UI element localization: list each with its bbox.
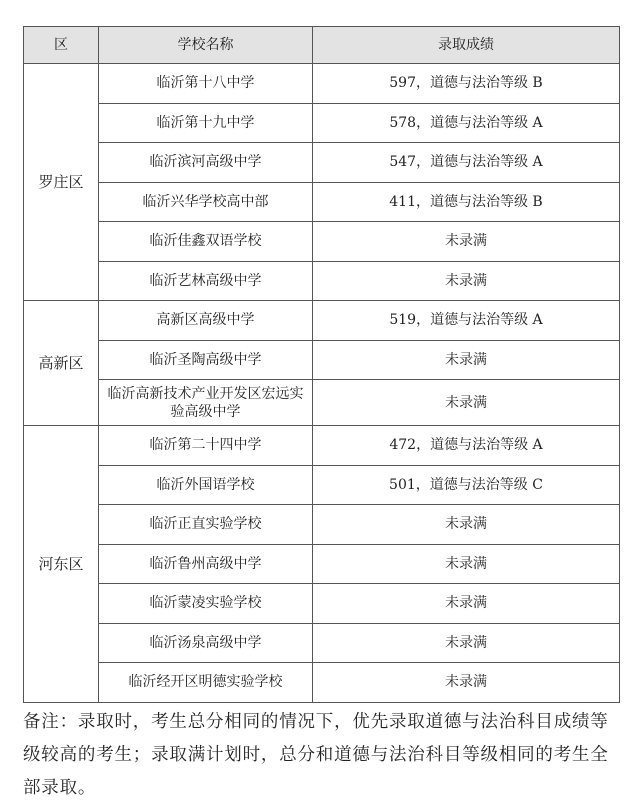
- school-name-cell: 临沂外国语学校: [99, 465, 313, 505]
- admission-score-table: [23, 26, 620, 703]
- admission-score-cell: 411，道德与法治等级 B: [313, 182, 620, 222]
- admission-score-cell: 未录满: [313, 340, 620, 380]
- admission-score-cell: 未录满: [313, 380, 620, 426]
- school-name-cell: 临沂汤泉高级中学: [99, 623, 313, 663]
- table-row: [24, 64, 620, 104]
- admission-score-cell: 578，道德与法治等级 A: [313, 103, 620, 143]
- admission-note: 备注：录取时，考生总分相同的情况下，优先录取道德与法治科目成绩等级较高的考生；录取满计划时，总分和道德与法治科目等级相同的考生全部录取。: [23, 712, 609, 798]
- school-name-cell: 临沂鲁州高级中学: [99, 544, 313, 584]
- school-name-cell: 临沂滨河高级中学: [99, 143, 313, 183]
- table-row: [24, 340, 620, 380]
- header-district: 区: [24, 27, 99, 64]
- school-name-cell: 临沂高新技术产业开发区宏远实验高级中学: [99, 380, 313, 426]
- table-row: [24, 544, 620, 584]
- school-name-cell: 临沂经开区明德实验学校: [99, 663, 313, 703]
- admission-score-cell: 597，道德与法治等级 B: [313, 64, 620, 104]
- table-row: [24, 182, 620, 222]
- table-row: [24, 426, 620, 466]
- school-name-cell: 临沂第十九中学: [99, 103, 313, 143]
- admission-score-cell: 未录满: [313, 261, 620, 301]
- school-name-cell: 临沂兴华学校高中部: [99, 182, 313, 222]
- school-name-cell: 临沂蒙凌实验学校: [99, 584, 313, 624]
- table-row: [24, 143, 620, 183]
- school-name-cell: 临沂圣陶高级中学: [99, 340, 313, 380]
- school-name-cell: 高新区高级中学: [99, 301, 313, 341]
- admission-score-cell: 未录满: [313, 663, 620, 703]
- school-name-cell: 临沂第十八中学: [99, 64, 313, 104]
- district-cell: 高新区: [24, 301, 99, 426]
- table-row: [24, 663, 620, 703]
- school-name-cell: 临沂正直实验学校: [99, 505, 313, 545]
- table-row: [24, 222, 620, 262]
- table-header-row: [24, 27, 620, 64]
- table-row: [24, 380, 620, 426]
- admission-score-cell: 未录满: [313, 544, 620, 584]
- admission-score-cell: 未录满: [313, 505, 620, 545]
- school-name-cell: 临沂第二十四中学: [99, 426, 313, 466]
- admission-score-cell: 547，道德与法治等级 A: [313, 143, 620, 183]
- table-row: [24, 584, 620, 624]
- district-cell: 河东区: [24, 426, 99, 703]
- table-row: [24, 505, 620, 545]
- table-row: [24, 623, 620, 663]
- table-row: [24, 301, 620, 341]
- header-school-name: 学校名称: [99, 27, 313, 64]
- admission-score-cell: 未录满: [313, 584, 620, 624]
- admission-score-cell: 472，道德与法治等级 A: [313, 426, 620, 466]
- district-cell: 罗庄区: [24, 64, 99, 301]
- admission-score-cell: 501，道德与法治等级 C: [313, 465, 620, 505]
- table-row: [24, 103, 620, 143]
- school-name-cell: 临沂艺林高级中学: [99, 261, 313, 301]
- header-admission-score: 录取成绩: [313, 27, 620, 64]
- table-row: [24, 261, 620, 301]
- admission-score-cell: 519，道德与法治等级 A: [313, 301, 620, 341]
- table-row: [24, 465, 620, 505]
- admission-score-cell: 未录满: [313, 222, 620, 262]
- school-name-cell: 临沂佳鑫双语学校: [99, 222, 313, 262]
- admission-score-cell: 未录满: [313, 623, 620, 663]
